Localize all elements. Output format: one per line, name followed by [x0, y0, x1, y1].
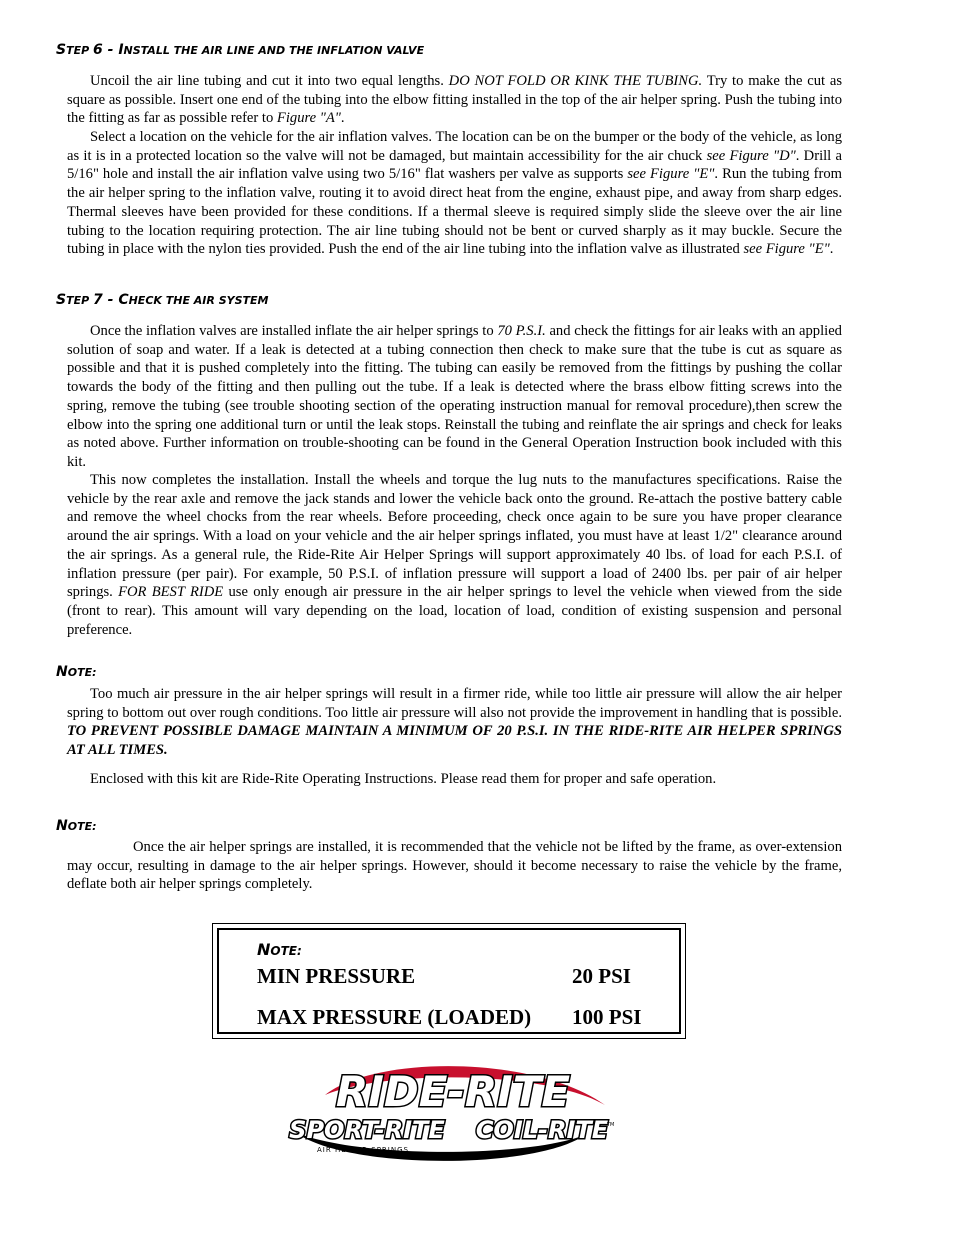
note2-paragraph-1: Once the air helper springs are installed, it is recommended that the vehicle not be lifted by the frame, as over-extension may occur, resulting in damage to the air helper springs. However, should it become necessary to raise the vehicle by the frame, deflate both air helper springs completely.: [67, 839, 842, 893]
step6-heading: STEP 6 - INSTALL THE AIR LINE AND THE INFLATION VALVE: [56, 42, 425, 58]
step6-paragraph-2: Select a location on the vehicle for the air inflation valves. The location can be on the bumper or the body of the vehicle, as long as it is in a protected location so the valve will not be damaged, but maintain accessibility for the air chuck see Figure "D". Drill a 5/16" hole and install the air inflation valve using two 5/16" flat washers per valve as supports see Figure "E". Run the tubing from the air helper spring to the inflation valve, routing it to avoid direct heat from the engine, exhaust pipe, and away from sharp edges. Thermal sleeves have been provided for these conditions. If a thermal sleeve is required simply slide the sleeve over the air line tubing to the location requiring protection. The air line tubing should not be bent or curved sharply as it may buckle. Secure the tubing in place with the nylon ties provided. Push the end of the air line tubing into the inflation valve as illustrated see Figure "E".: [67, 129, 843, 258]
pressure-note-title: NOTE:: [257, 940, 302, 959]
ride-rite-logo: [285, 1060, 620, 1165]
logo-ride-rite-text: RIDE-RITE: [335, 1067, 571, 1116]
min-pressure-value: 20 PSI: [572, 964, 631, 988]
max-pressure-value: 100 PSI: [572, 1005, 642, 1029]
max-pressure-row: [257, 1005, 642, 1030]
min-pressure-row: [257, 964, 631, 989]
step7-paragraph-2: This now completes the installation. Install the wheels and torque the lug nuts to the manufactures specifications. Raise the vehicle by the rear axle and remove the jack stands and lower the vehicle back onto the ground. Re-attach the postive battery cable and remove the wheel chocks from the rear wheels. Before proceeding, check once again to be sure you have proper clearance around the air springs. With a load on your vehicle and the air helper springs inflated, you must have at least 1/2" clearance around the air springs. As a general rule, the Ride-Rite Air Helper Springs will support approximately 40 lbs. of load for each P.S.I. of inflation pressure (per pair). For example, 50 P.S.I. of inflation pressure will support a load of 2400 lbs. per pair of air helper springs. FOR BEST RIDE use only enough air pressure in the air helper springs to level the vehicle when viewed from the side (front to rear). This amount will vary depending on the load, location of load, condition of existing suspension and personal preference.: [67, 472, 842, 638]
logo-trademark: TM: [607, 1122, 615, 1128]
logo-sport-rite-text: SPORT-RITE: [289, 1116, 445, 1144]
logo-coil-rite-text: COIL-RITE: [475, 1116, 609, 1144]
step6-paragraph-1: Uncoil the air line tubing and cut it into two equal lengths. DO NOT FOLD OR KINK THE TUBING. Try to make the cut as square as possible. Insert one end of the tubing into the elbow fitting installed in the top of the air helper spring. Push the tubing into the fitting as far as possible refer to Figure "A".: [67, 73, 842, 127]
note1-paragraph-2: Enclosed with this kit are Ride-Rite Operating Instructions. Please read them for proper and safe operation.: [90, 771, 717, 787]
max-pressure-label: MAX PRESSURE (LOADED): [257, 1005, 532, 1029]
pressure-note-box: [212, 923, 686, 1039]
pressure-note-box-inner-border: [217, 928, 681, 1034]
step7-heading: STEP 7 - CHECK THE AIR SYSTEM: [56, 292, 269, 308]
min-pressure-label: MIN PRESSURE: [257, 964, 416, 988]
logo-tagline: AIR HELPER SPRINGS: [317, 1146, 409, 1154]
note1-heading: NOTE:: [56, 664, 97, 680]
step7-paragraph-1: Once the inflation valves are installed inflate the air helper springs to 70 P.S.I. and check the fittings for air leaks with an applied solution of soap and water. If a leak is detected at a tubing connection then check to make sure that the tube is cut as square as possible and that it is pushed completely into the fitting. The tubing can easily be removed from the fittings by pushing the collar towards the body of the fitting and then pulling out the tube. If a leak is detected where the brass elbow fitting screws into the spring, remove the tubing (see trouble shooting section of the operating instruction manual for removal procedure),then screw the elbow into the spring one additional turn or until the leak stops. Reinstall the tubing and reinflate the air springs and check for leaks as noted above. Further information on trouble-shooting can be found in the General Operation Instruction book included with this kit.: [67, 323, 842, 470]
note2-heading: NOTE:: [56, 818, 97, 834]
note1-paragraph-1: Too much air pressure in the air helper springs will result in a firmer ride, while too little air pressure will allow the air helper spring to bottom out over rough conditions. Too little air pressure will also not provide the improvement in handling that is possible. TO PREVENT POSSIBLE DAMAGE MAINTAIN A MINIMUM OF 20 P.S.I. IN THE RIDE-RITE AIR HELPER SPRINGS AT ALL TIMES.: [67, 686, 842, 759]
